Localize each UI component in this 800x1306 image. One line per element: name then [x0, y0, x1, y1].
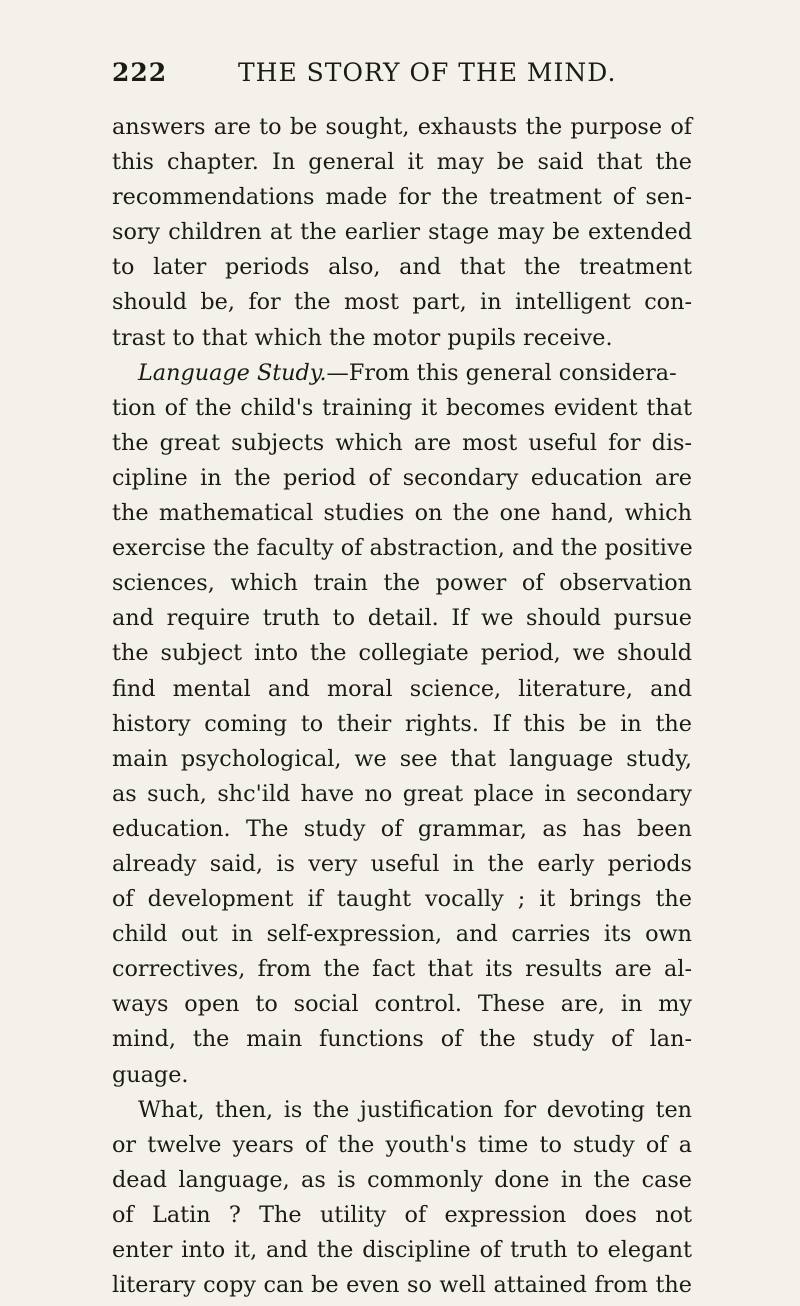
- text-line: recommendations made for the treatment of sen-: [112, 184, 692, 211]
- text-line: literary copy can be even so well attained from the: [112, 1272, 692, 1299]
- text-line: the great subjects which are most useful for dis-: [112, 429, 692, 456]
- text-line: to later periods also, and that the treatment: [112, 254, 692, 281]
- text-line: exercise the faculty of abstraction, and the positive: [112, 535, 693, 562]
- text-line: correctives, from the fact that its results are al-: [112, 956, 692, 983]
- page-number: 222: [112, 58, 168, 87]
- text-line: the mathematical studies on the one hand, which: [112, 500, 692, 527]
- text-line: as such, shc'ild have no great place in secondary: [112, 780, 692, 807]
- body-text: [112, 110, 692, 1303]
- text-line: tion of the child's training it becomes evident that: [112, 394, 692, 421]
- text-line: of development if taught vocally ; it brings the: [112, 886, 692, 913]
- text-line: or twelve years of the youth's time to study of a: [112, 1131, 692, 1158]
- text-line: sciences, which train the power of observation: [112, 570, 692, 597]
- text-line: education. The study of grammar, as has been: [112, 815, 692, 842]
- text-line: mind, the main functions of the study of lan-: [112, 1026, 692, 1053]
- text-line: this chapter. In general it may be said that the: [112, 149, 692, 176]
- text-line: find mental and moral science, literature, and: [112, 675, 692, 702]
- text-line: sory children at the earlier stage may be extended: [112, 219, 692, 246]
- text-line: history coming to their rights. If this be in the: [112, 710, 692, 737]
- paragraph-start-line: [112, 356, 692, 391]
- text-line: ways open to social control. These are, in my: [112, 991, 692, 1018]
- text-line: cipline in the period of secondary education are: [112, 464, 692, 491]
- text-line: and require truth to detail. If we should pursue: [112, 605, 692, 632]
- page-header: [112, 58, 692, 92]
- paragraph-start-line: What, then, is the justification for devoting ten: [138, 1096, 692, 1123]
- text-line: guage.: [112, 1061, 189, 1088]
- text-line: the subject into the collegiate period, we should: [112, 640, 692, 667]
- text-line: child out in self-expression, and carries its own: [112, 921, 692, 948]
- text-line: should be, for the most part, in intelligent con-: [112, 289, 692, 316]
- text-segment: —From this general considera-: [326, 359, 677, 386]
- running-title: THE STORY OF THE MIND.: [238, 58, 617, 87]
- text-line: trast to that which the motor pupils receive.: [112, 324, 613, 351]
- text-line: enter into it, and the discipline of truth to elegant: [112, 1237, 692, 1263]
- text-line: answers are to be sought, exhausts the purpose of: [112, 114, 692, 140]
- text-line: dead language, as is commonly done in the case: [112, 1166, 692, 1193]
- text-line: already said, is very useful in the early periods: [112, 850, 692, 877]
- text-line: of Latin ? The utility of expression does not: [112, 1201, 692, 1228]
- text-line: main psychological, we see that language study,: [112, 745, 692, 772]
- section-heading: Language Study.: [138, 359, 327, 386]
